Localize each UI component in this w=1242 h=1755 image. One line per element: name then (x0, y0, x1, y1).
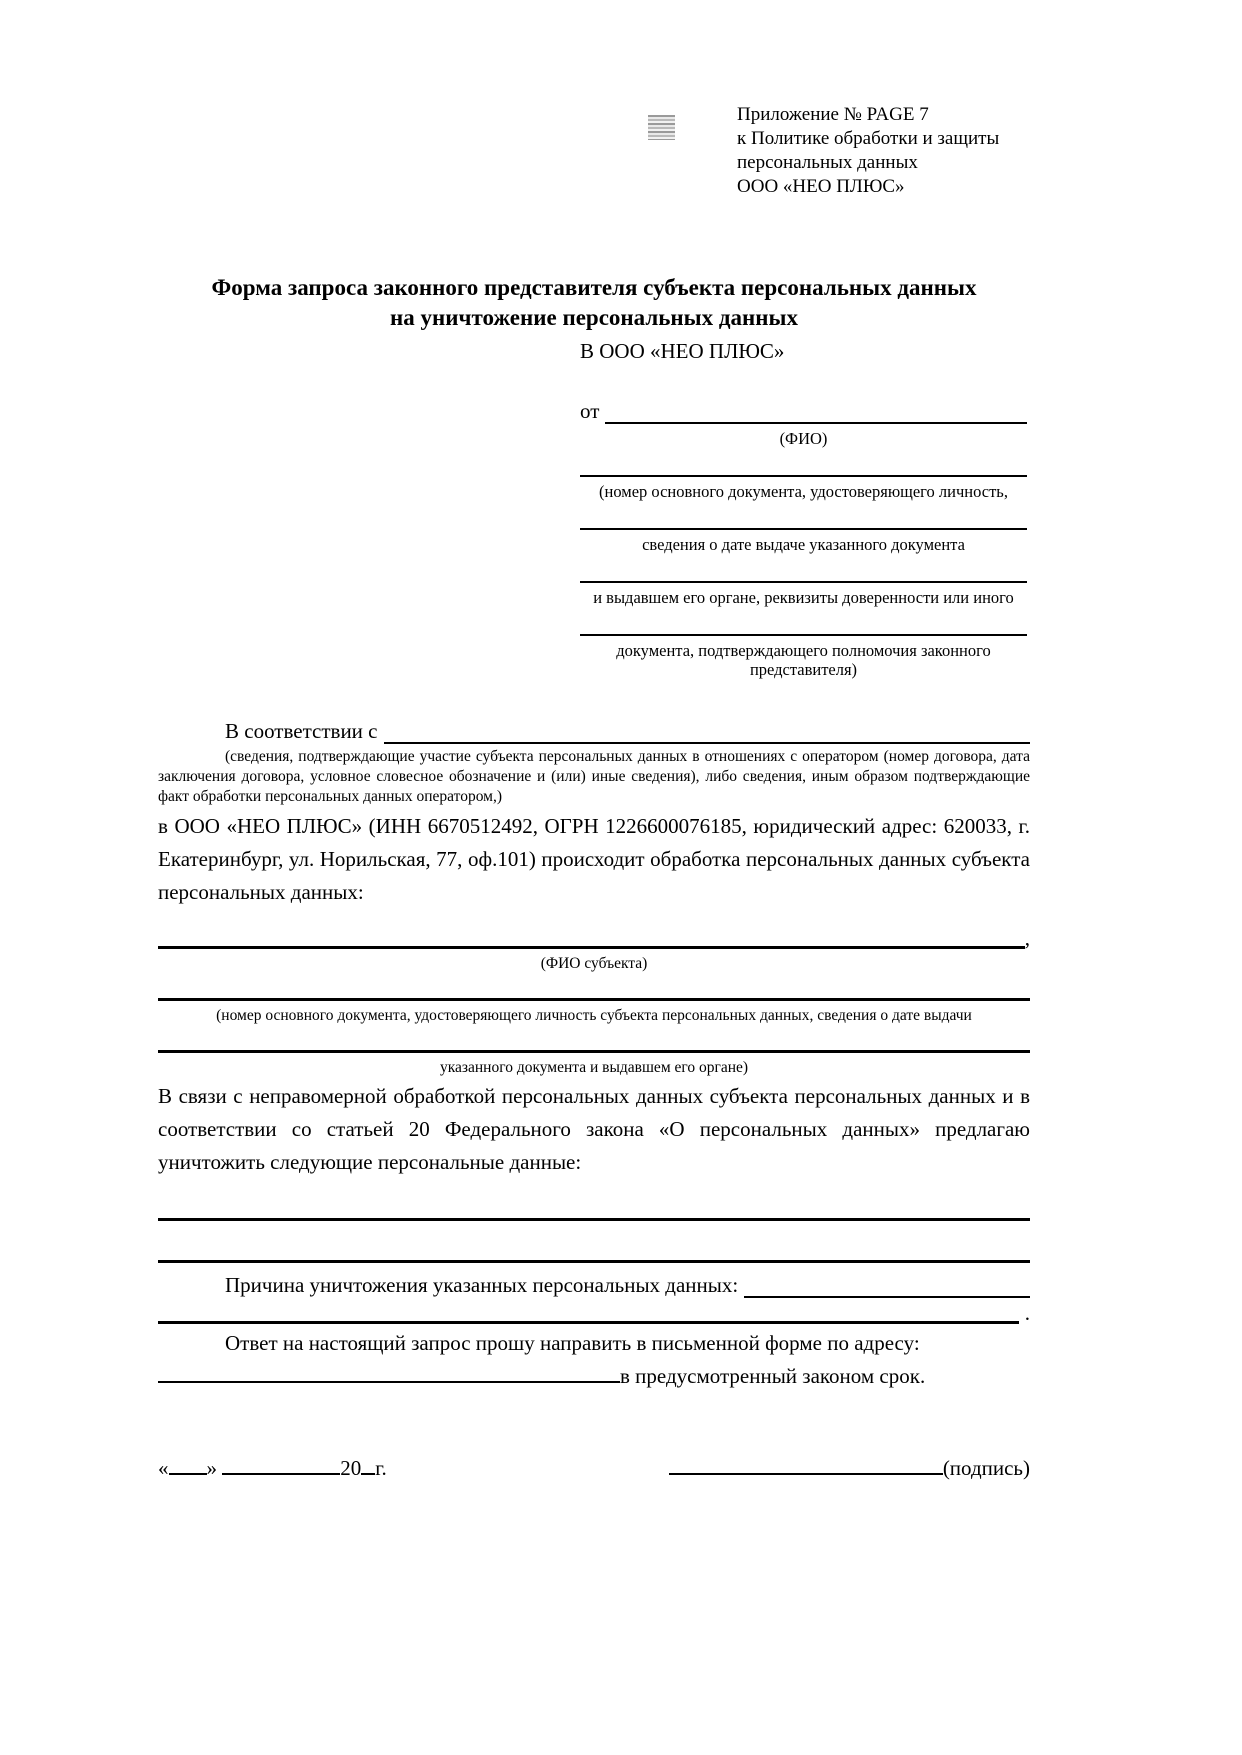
destroy-paragraph: В связи с неправомерной обработкой персональных данных субъекта персональных данных и в соответствии со статьей 20 Федерального закона «О персональных данных» предлагаю уничтожить следующие персональные данные: (158, 1084, 1030, 1174)
fio-caption: (ФИО) (779, 429, 828, 448)
answer-paragraph-line2 (158, 1360, 1030, 1393)
appendix-policy-line2: персональных данных (737, 152, 918, 173)
representative-doc-blank-2 (580, 501, 1027, 530)
representative-doc-caption-3: и выдавшем его органе, реквизиты доверенности или иного (593, 588, 1014, 607)
subject-doc-blank-2 (158, 1025, 1030, 1053)
subject-fio-row (158, 919, 1030, 949)
from-row (580, 398, 1027, 424)
field-code-artifact-icon (648, 115, 675, 140)
subject-fio-blank (158, 919, 1025, 949)
day-blank (169, 1455, 207, 1475)
data-list-blank-1 (158, 1179, 1030, 1221)
representative-doc-blank-4 (580, 607, 1027, 636)
appendix-number-line: Приложение № PAGE 7 (737, 104, 929, 125)
document-title (158, 273, 1030, 333)
month-blank (222, 1455, 340, 1475)
document-title-line2: на уничтожение персональных данных (390, 305, 798, 330)
accordance-row (158, 719, 1030, 744)
addressee-company: В ООО «НЕО ПЛЮС» (580, 339, 785, 363)
reason-row (158, 1273, 1030, 1298)
quote-close: » (206, 1455, 217, 1480)
date-group (158, 1455, 387, 1481)
signature-caption: (подпись) (942, 1455, 1030, 1480)
from-label: от (580, 399, 600, 423)
reason-label: Причина уничтожения указанных персональных данных: (225, 1273, 739, 1297)
operator-paragraph: в ООО «НЕО ПЛЮС» (ИНН 6670512492, ОГРН 1226600076185, юридический адрес: 620033, г. Екатеринбург, ул. Норильская, 77, оф.101) происходит обработка персональных данных субъекта персональных данных: (158, 814, 1030, 904)
appendix-header-block (737, 103, 999, 199)
data-list-blank-2 (158, 1221, 1030, 1263)
document-title-line1: Форма запроса законного представителя субъекта персональных данных (211, 275, 977, 300)
page-header (158, 103, 1030, 199)
representative-doc-caption-4: документа, подтверждающего полномочия законного представителя) (616, 641, 991, 679)
signature-group (669, 1455, 1030, 1481)
addressee-block (580, 338, 1027, 679)
period-mark: . (1024, 1301, 1030, 1325)
accordance-label: В соответствии с (225, 719, 378, 743)
subject-doc-caption-2: указанного документа и выдавшем его органе) (439, 1059, 749, 1076)
representative-doc-caption-2: сведения о дате выдаче указанного документа (642, 535, 965, 554)
representative-doc-blank-3 (580, 554, 1027, 583)
document-body (158, 719, 1030, 1481)
year-blank (361, 1455, 375, 1475)
representative-name-blank (605, 398, 1027, 424)
signature-blank (669, 1455, 943, 1475)
reason-continuation-blank (158, 1300, 1019, 1324)
subject-doc-blank-1 (158, 973, 1030, 1001)
comma-mark: , (1024, 926, 1030, 950)
accordance-note: (сведения, подтверждающие участие субъекта персональных данных в отношениях с оператором (номер договора, дата заключения договора, условное словесное обозначение и (или) иные сведения), либо сведения, иным образом подтверждающие факт обработки персональных данных оператором,) (158, 748, 1030, 805)
accordance-blank (384, 720, 1031, 744)
signature-footer (158, 1455, 1030, 1481)
representative-doc-blank-1 (580, 448, 1027, 477)
reason-continuation-row (158, 1300, 1030, 1324)
year-prefix: 20 (340, 1455, 362, 1480)
reason-blank (744, 1274, 1030, 1298)
subject-doc-caption-1: (номер основного документа, удостоверяющего личность субъекта персональных данных, сведения о дате выдачи (216, 1007, 972, 1024)
subject-fio-caption: (ФИО субъекта) (540, 955, 648, 972)
quote-open: « (158, 1455, 169, 1480)
answer-address-blank (158, 1363, 620, 1383)
year-suffix: г. (375, 1455, 387, 1480)
answer-line2-suffix: в предусмотренный законом срок. (620, 1364, 926, 1388)
representative-doc-caption-1: (номер основного документа, удостоверяющего личность, (599, 482, 1008, 501)
company-name-line: ООО «НЕО ПЛЮС» (737, 176, 905, 197)
answer-paragraph-line1: Ответ на настоящий запрос прошу направить в письменной форме по адресу: (225, 1331, 920, 1355)
appendix-policy-line1: к Политике обработки и защиты (737, 128, 1000, 149)
